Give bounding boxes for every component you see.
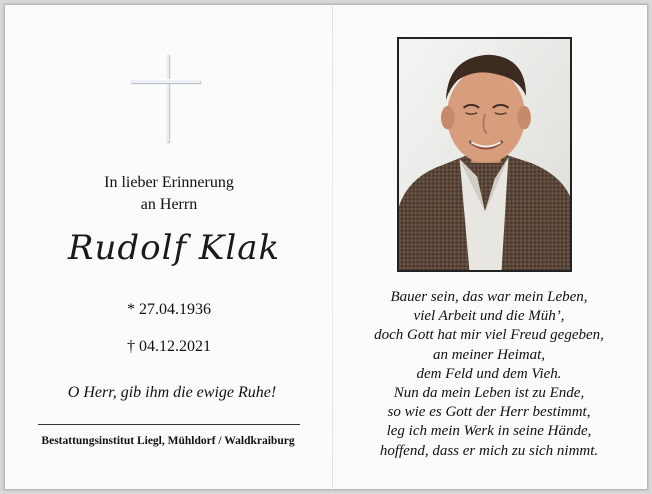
memory-line: an Herrn [140, 196, 198, 213]
portrait-photo [397, 37, 572, 272]
deceased-name: Rudolf Klak [67, 228, 281, 268]
card-fold [332, 4, 333, 490]
poem-line: Nun da mein Leben ist zu Ende, [393, 385, 585, 402]
poem-line: an meiner Heimat, [432, 346, 546, 363]
poem [352, 288, 626, 461]
memory-heading [84, 172, 254, 216]
poem-line: doch Gott hat mir viel Freud gegeben, [374, 327, 604, 344]
death-date: † 04.12.2021 [127, 338, 211, 355]
poem-line: dem Feld und dem Vieh. [416, 365, 562, 382]
birth-date: * 27.04.1936 [127, 301, 211, 318]
divider [38, 424, 300, 425]
embossed-cross-icon [130, 54, 200, 144]
left-panel [4, 4, 332, 490]
prayer-text: O Herr, gib ihm die ewige Ruhe! [67, 384, 277, 401]
poem-line: hoffend, dass er mich zu sich nimmt. [379, 442, 599, 459]
poem-line: viel Arbeit und die Müh’, [413, 308, 565, 325]
poem-line: Bauer sein, das war mein Leben, [390, 289, 588, 305]
portrait-illustration [399, 39, 570, 270]
poem-line: leg ich mein Werk in seine Hände, [386, 423, 592, 440]
funeral-home: Bestattungsinstitut Liegl, Mühldorf / Waldkraiburg [41, 435, 295, 447]
poem-line: so wie es Gott der Herr bestimmt, [387, 404, 591, 421]
memory-line: In lieber Erinnerung [104, 174, 234, 191]
